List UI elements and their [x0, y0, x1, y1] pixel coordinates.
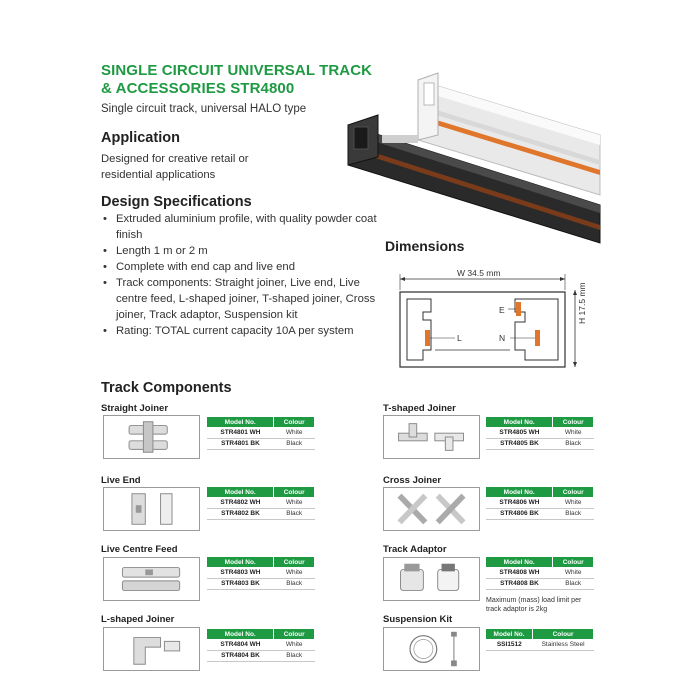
component-name: L-shaped Joiner — [101, 614, 175, 625]
model-header: Model No. — [207, 417, 274, 427]
model-cell: SSI1512 — [486, 639, 533, 650]
design-specs-heading: Design Specifications — [101, 194, 252, 210]
model-header: Model No. — [486, 417, 553, 427]
model-cell: STR4806 WH — [486, 497, 553, 508]
conductor-label-e: E — [499, 305, 505, 315]
track-product-image — [338, 65, 603, 245]
colour-cell: White — [274, 497, 315, 508]
colour-header: Colour — [553, 417, 594, 427]
dimensions-diagram — [385, 262, 600, 377]
model-cell: STR4804 BK — [207, 650, 274, 661]
model-cell: STR4808 BK — [486, 578, 553, 589]
component-name: Live End — [101, 475, 141, 486]
colour-cell: Black — [274, 438, 315, 449]
colour-cell: Black — [553, 578, 594, 589]
model-cell: STR4801 BK — [207, 438, 274, 449]
conductor-label-n: N — [499, 333, 506, 343]
application-line-1: Designed for creative retail or — [101, 153, 249, 165]
colour-cell: Black — [553, 438, 594, 449]
model-table — [486, 557, 594, 590]
model-cell: STR4806 BK — [486, 508, 553, 519]
model-table — [207, 557, 315, 590]
track-adaptor-image — [383, 557, 480, 601]
spec-item: • Track components: Straight joiner, Live end, Live centre feed, L-shaped joiner, T-shaped joiner, Cross joiner, Track adaptor, Suspension kit — [101, 275, 391, 323]
model-table — [207, 629, 315, 662]
live-centre-feed-image — [103, 557, 200, 601]
track-components-heading: Track Components — [101, 380, 232, 396]
colour-cell: Black — [274, 578, 315, 589]
conductor-label-l: L — [457, 333, 462, 343]
title-line-1: SINGLE CIRCUIT UNIVERSAL TRACK — [101, 62, 373, 79]
component-name: Straight Joiner — [101, 403, 169, 414]
model-header: Model No. — [207, 629, 274, 639]
colour-header: Colour — [274, 487, 315, 497]
model-header: Model No. — [486, 629, 533, 639]
component-name: Cross Joiner — [383, 475, 442, 486]
spec-item: • Rating: TOTAL current capacity 10A per system — [101, 323, 391, 339]
model-cell: STR4802 BK — [207, 508, 274, 519]
component-name: Live Centre Feed — [101, 544, 178, 555]
model-table — [486, 629, 594, 651]
colour-header: Colour — [274, 557, 315, 567]
model-table — [486, 487, 594, 520]
model-cell: STR4803 BK — [207, 578, 274, 589]
l-shaped-joiner-image — [103, 627, 200, 671]
dimension-width-label: W 34.5 mm — [457, 268, 501, 278]
spec-item: • Length 1 m or 2 m — [101, 243, 391, 259]
model-cell: STR4804 WH — [207, 639, 274, 650]
spec-item: • Extruded aluminium profile, with quality powder coat finish — [101, 211, 391, 243]
colour-cell: Stainless Steel — [533, 639, 594, 650]
model-table — [207, 417, 315, 450]
colour-cell: Black — [553, 508, 594, 519]
colour-cell: White — [553, 567, 594, 578]
suspension-kit-image — [383, 627, 480, 671]
model-header: Model No. — [486, 487, 553, 497]
straight-joiner-image — [103, 415, 200, 459]
t-shaped-joiner-image — [383, 415, 480, 459]
application-heading: Application — [101, 130, 180, 146]
dimension-height-label: H 17.5 mm — [577, 282, 587, 324]
model-cell: STR4805 BK — [486, 438, 553, 449]
application-text — [101, 152, 249, 183]
application-line-2: residential applications — [101, 168, 216, 181]
page-title — [101, 62, 372, 98]
colour-header: Colour — [553, 487, 594, 497]
page-subtitle: Single circuit track, universal HALO type — [101, 103, 307, 115]
live-end-image — [103, 487, 200, 531]
colour-cell: White — [553, 427, 594, 438]
colour-header: Colour — [274, 417, 315, 427]
model-cell: STR4805 WH — [486, 427, 553, 438]
component-name: Suspension Kit — [383, 614, 453, 625]
model-header: Model No. — [207, 557, 274, 567]
colour-cell: White — [274, 567, 315, 578]
dimensions-heading: Dimensions — [385, 238, 465, 254]
colour-cell: White — [274, 427, 315, 438]
model-header: Model No. — [207, 487, 274, 497]
colour-cell: Black — [274, 650, 315, 661]
colour-cell: White — [553, 497, 594, 508]
colour-header: Colour — [274, 629, 315, 639]
model-table — [207, 487, 315, 520]
model-header: Model No. — [486, 557, 553, 567]
model-cell: STR4801 WH — [207, 427, 274, 438]
component-name: Track Adaptor — [383, 544, 447, 555]
cross-joiner-image — [383, 487, 480, 531]
colour-header: Colour — [553, 557, 594, 567]
model-cell: STR4803 WH — [207, 567, 274, 578]
adaptor-load-note: Maximum (mass) load limit per track adaptor is 2kg — [486, 597, 582, 613]
title-line-2: & ACCESSORIES STR4800 — [101, 80, 295, 97]
colour-cell: Black — [274, 508, 315, 519]
colour-header: Colour — [533, 629, 594, 639]
component-name: T-shaped Joiner — [383, 403, 456, 414]
model-table — [486, 417, 594, 450]
track-profile-drawing — [385, 262, 600, 377]
model-cell: STR4802 WH — [207, 497, 274, 508]
colour-cell: White — [274, 639, 315, 650]
spec-item: • Complete with end cap and live end — [101, 259, 391, 275]
model-cell: STR4808 WH — [486, 567, 553, 578]
